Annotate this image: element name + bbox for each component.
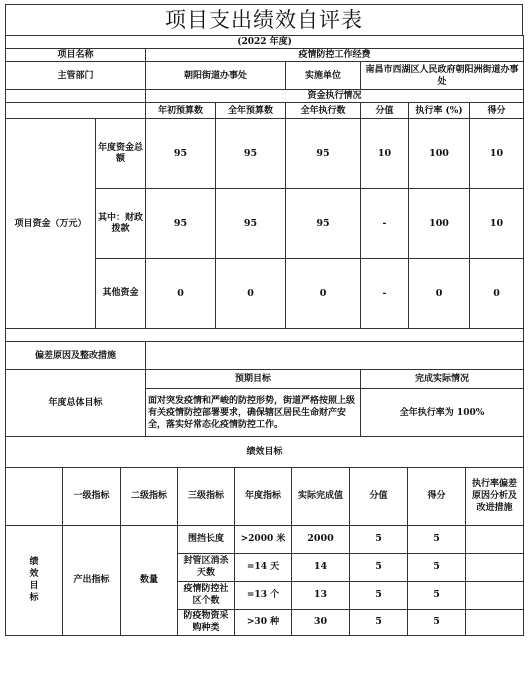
- perf-header: 分值: [350, 467, 408, 525]
- indicator-actual: 30: [292, 609, 350, 635]
- dept-value: 朝阳街道办事处: [146, 62, 286, 90]
- col-header: 全年执行数: [286, 103, 361, 119]
- indicator-score-value: 5: [350, 609, 408, 635]
- performance-table: [5, 437, 524, 636]
- project-name: 疫情防控工作经费: [146, 49, 524, 62]
- cell-value: 95: [216, 119, 286, 189]
- cell-value: 95: [216, 189, 286, 259]
- perf-header: 二级指标: [121, 467, 178, 525]
- actual-text: 全年执行率为 100%: [361, 389, 524, 437]
- indicator-target: =14 天: [235, 553, 292, 581]
- indicator-actual: 14: [292, 553, 350, 581]
- perf-header: 执行率偏差原因分析及改进措施: [466, 467, 524, 525]
- indicator-score: 5: [408, 581, 466, 609]
- indicator-score-value: 5: [350, 581, 408, 609]
- indicator-score-value: 5: [350, 525, 408, 553]
- row-label: 其中：财政拨款: [96, 189, 146, 259]
- project-name-label: 项目名称: [6, 49, 146, 62]
- indicator-score-value: 5: [350, 553, 408, 581]
- indicator-score: 5: [408, 609, 466, 635]
- row-label: 年度资金总额: [96, 119, 146, 189]
- indicator-note: [466, 581, 524, 609]
- cell-value: 10: [361, 119, 409, 189]
- cell-value: 10: [470, 119, 524, 189]
- cell-value: 95: [286, 119, 361, 189]
- perf-header: 年度指标: [235, 467, 292, 525]
- col-header: 分值: [361, 103, 409, 119]
- indicator-name: 围挡长度: [178, 525, 235, 553]
- cell-value: 100: [409, 189, 470, 259]
- performance-section-title: 绩效目标: [6, 437, 524, 467]
- side-label: [6, 525, 63, 635]
- indicator-target: >30 种: [235, 609, 292, 635]
- unit-label: 实施单位: [286, 62, 361, 90]
- indicator-name: 疫情防控社区个数: [178, 581, 235, 609]
- dept-label: 主管部门: [6, 62, 146, 90]
- cell-value: -: [361, 189, 409, 259]
- expected-header: 预期目标: [146, 370, 361, 389]
- indicator-name: 封管区消杀天数: [178, 553, 235, 581]
- indicator-actual: 2000: [292, 525, 350, 553]
- row-label: 其他资金: [96, 259, 146, 329]
- unit-value: 南昌市西湖区人民政府朝阳洲街道办事处: [361, 62, 524, 90]
- cell-value: 100: [409, 119, 470, 189]
- cell-value: -: [361, 259, 409, 329]
- year-label: (2022 年度): [6, 36, 524, 49]
- indicator-target: >2000 米: [235, 525, 292, 553]
- expected-text: 面对突发疫情和严峻的防控形势，街道严格按照上级有关疫情防控部署要求，确保辖区居民生命财产安全，落实好常态化疫情防控工作。: [146, 389, 361, 437]
- goal-label: 年度总体目标: [6, 370, 146, 437]
- indicator-target: =13 个: [235, 581, 292, 609]
- actual-header: 完成实际情况: [361, 370, 524, 389]
- indicator-actual: 13: [292, 581, 350, 609]
- funds-table: [5, 35, 524, 437]
- cell-value: 0: [216, 259, 286, 329]
- col-header: 得分: [470, 103, 524, 119]
- deviation-value: [146, 342, 524, 370]
- cell-value: 95: [286, 189, 361, 259]
- indicator-note: [466, 553, 524, 581]
- perf-header: 三级指标: [178, 467, 235, 525]
- cell-value: 10: [470, 189, 524, 259]
- col-header: 执行率 (%): [409, 103, 470, 119]
- perf-header: 实际完成值: [292, 467, 350, 525]
- cell-value: 95: [146, 189, 216, 259]
- side-label-text: 绩效目标: [29, 557, 39, 603]
- indicator-score: 5: [408, 525, 466, 553]
- cell-value: 95: [146, 119, 216, 189]
- perf-header: 一级指标: [63, 467, 121, 525]
- cell-value: 0: [146, 259, 216, 329]
- cell-value: 0: [470, 259, 524, 329]
- level2-indicator: 数量: [121, 525, 178, 635]
- cell-value: 0: [286, 259, 361, 329]
- level1-indicator: 产出指标: [63, 525, 121, 635]
- deviation-label: 偏差原因及整改措施: [6, 342, 146, 370]
- indicator-note: [466, 525, 524, 553]
- indicator-name: 防疫物资采购种类: [178, 609, 235, 635]
- perf-header: 得分: [408, 467, 466, 525]
- funds-label: 项目资金（万元）: [6, 119, 96, 329]
- indicator-note: [466, 609, 524, 635]
- form-title: 项目支出绩效自评表: [5, 4, 523, 35]
- indicator-score: 5: [408, 553, 466, 581]
- cell-value: 0: [409, 259, 470, 329]
- funds-section-title: 资金执行情况: [146, 90, 524, 103]
- evaluation-form: [5, 4, 523, 636]
- col-header: 全年预算数: [216, 103, 286, 119]
- col-header: 年初预算数: [146, 103, 216, 119]
